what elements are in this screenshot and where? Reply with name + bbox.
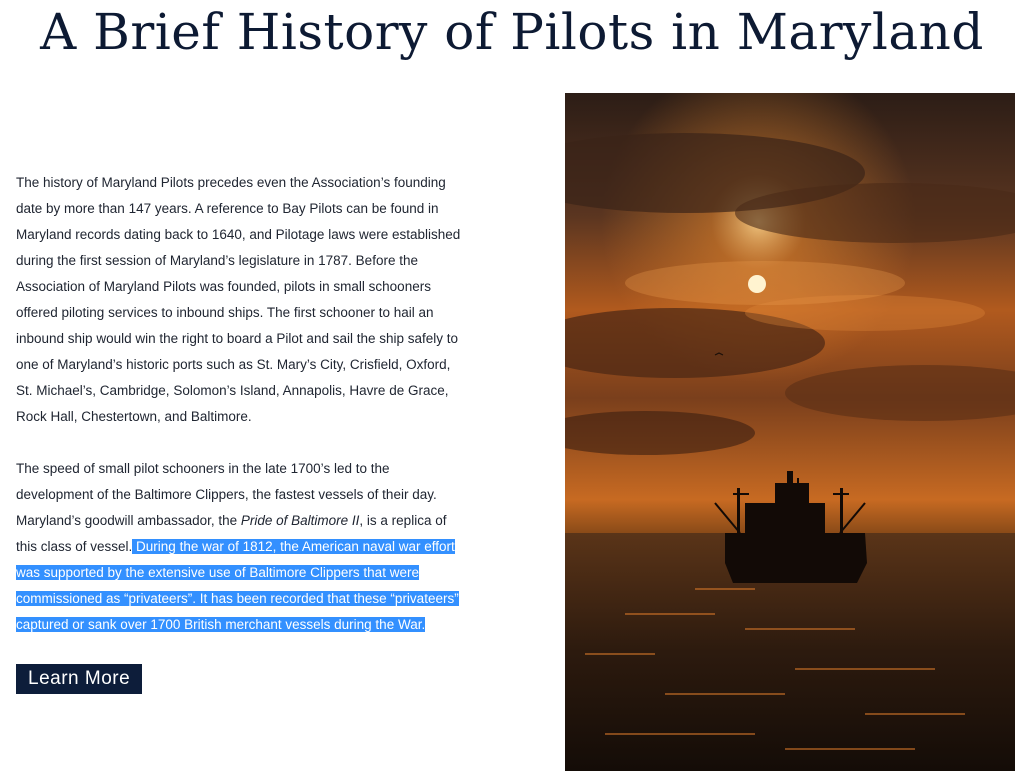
ship-sunset-photo [565,93,1015,771]
history-paragraph: The history of Maryland Pilots precedes even the Association’s founding date by more than 147 years. A reference to Bay Pilots can be found in Maryland records dating back to 1640, and Pilotage laws were established during the first session of Maryland’s legislature in 1787. Before the Association of Maryland Pilots was founded, pilots in small schooners offered piloting services to inbound ships. The first schooner to hail an inbound ship would win the right to board a Pilot and sail the ship safely to one of Maryland’s historic ports such as St. Mary’s City, Crisfield, Oxford, St. Michael’s, Cambridge, Solomon’s Island, Annapolis, Havre de Grace, Rock Hall, Chestertown, and Baltimore. [16,175,461,424]
learn-more-button[interactable]: Learn More [16,664,142,694]
selected-text-highlight[interactable]: During the war of 1812, the American naval war effort was supported by the extensive use of Baltimore Clippers that were commissioned as “privateers”. It has been recorded that these “privateers” captured or sank over 1700 British merchant vessels during the War. [16,539,459,632]
article-body [16,170,468,638]
clippers-text-1: The speed of small pilot schooners in the late 1700’s led to the development of the Baltimore Clippers, the fastest vessels of their day. Maryland’s goodwill ambassador, the [16,461,437,528]
ship-name-italic: Pride of Baltimore II [240,513,360,528]
clippers-paragraph [16,456,468,638]
clippers-text-2: , is a replica of this class of vessel. [16,513,447,554]
ship-at-sunset-photo-icon [565,93,1015,771]
page-title: A Brief History of Pilots in Maryland [40,3,984,61]
